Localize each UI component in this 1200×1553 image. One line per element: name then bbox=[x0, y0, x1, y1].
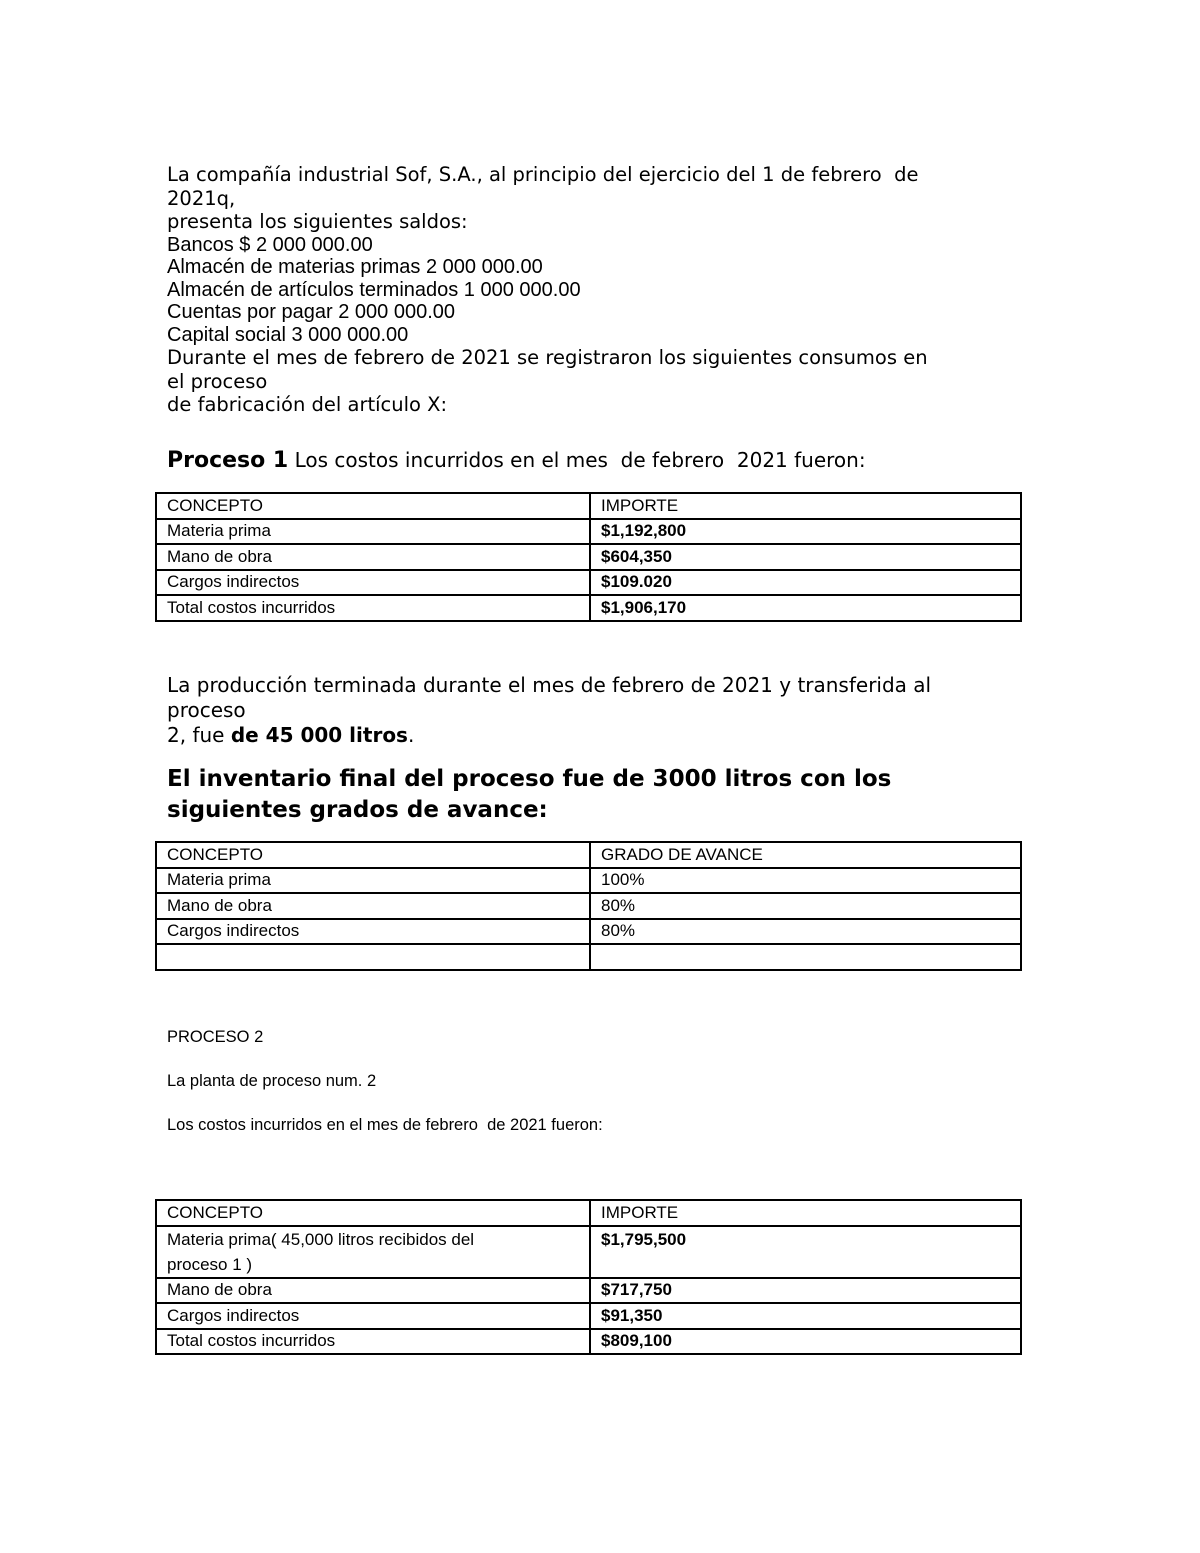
table-row bbox=[156, 595, 1021, 621]
intro-line: Cuentas por pagar 2 000 000.00 bbox=[167, 301, 455, 323]
table-cell: Materia prima bbox=[156, 868, 590, 894]
intro-line: Durante el mes de febrero de 2021 se registraron los siguientes consumos en bbox=[167, 346, 928, 369]
table-cell: $604,350 bbox=[590, 544, 1021, 570]
cell-line: proceso 1 ) bbox=[167, 1254, 253, 1274]
table-cell: Mano de obra bbox=[156, 544, 590, 570]
produccion-line: La producción terminada durante el mes de febrero de 2021 y transferida al bbox=[167, 673, 932, 697]
table-cell: $1,192,800 bbox=[590, 519, 1021, 545]
table-cell bbox=[590, 944, 1021, 970]
produccion-line bbox=[167, 723, 1027, 748]
proceso2-planta: La planta de proceso num. 2 bbox=[167, 1072, 377, 1090]
header-cell: CONCEPTO bbox=[156, 842, 590, 868]
table-row bbox=[156, 1303, 1021, 1329]
table-cell bbox=[156, 1226, 590, 1278]
header-cell: GRADO DE AVANCE bbox=[590, 842, 1021, 868]
produccion-paragraph bbox=[167, 673, 1027, 748]
table-cell: Materia prima bbox=[156, 519, 590, 545]
proceso1-heading bbox=[167, 448, 866, 473]
proceso1-text: Los costos incurridos en el mes de febrero 2021 fueron: bbox=[288, 448, 866, 472]
table-cell bbox=[156, 944, 590, 970]
table-cell: Cargos indirectos bbox=[156, 570, 590, 596]
table-row bbox=[156, 1226, 1021, 1278]
table-row bbox=[156, 944, 1021, 970]
proceso2-table bbox=[155, 1199, 1022, 1355]
intro-line: presenta los siguientes saldos: bbox=[167, 210, 468, 233]
table-header-row bbox=[156, 1200, 1021, 1226]
table-cell: Cargos indirectos bbox=[156, 1303, 590, 1329]
table-cell: $109.020 bbox=[590, 570, 1021, 596]
table-row bbox=[156, 1329, 1021, 1355]
table-header-row bbox=[156, 842, 1021, 868]
inventario-table bbox=[155, 841, 1022, 971]
inventario-heading bbox=[167, 764, 1027, 826]
intro-line: Almacén de artículos terminados 1 000 000.00 bbox=[167, 278, 581, 301]
intro-line: La compañía industrial Sof, S.A., al principio del ejercicio del 1 de febrero de bbox=[167, 163, 919, 186]
intro-line: Almacén de materias primas 2 000 000.00 bbox=[167, 256, 543, 278]
table-row bbox=[156, 868, 1021, 894]
table-row bbox=[156, 1278, 1021, 1304]
intro-line: Capital social 3 000 000.00 bbox=[167, 323, 409, 346]
table-row bbox=[156, 519, 1021, 545]
table-cell: 80% bbox=[590, 919, 1021, 945]
table-cell: Cargos indirectos bbox=[156, 919, 590, 945]
proceso2-title: PROCESO 2 bbox=[167, 1028, 264, 1046]
proceso1-title: Proceso 1 bbox=[167, 448, 289, 473]
table-cell: $1,906,170 bbox=[590, 595, 1021, 621]
intro-line: 2021q, bbox=[167, 186, 236, 210]
table-cell: $809,100 bbox=[590, 1329, 1021, 1355]
inventario-line: siguientes grados de avance: bbox=[167, 797, 548, 823]
produccion-bold: de 45 000 litros bbox=[230, 723, 408, 747]
table-row bbox=[156, 544, 1021, 570]
produccion-pre: 2, fue bbox=[167, 723, 231, 747]
proceso1-table bbox=[155, 492, 1022, 622]
intro-line: el proceso bbox=[167, 369, 268, 393]
table-cell: $91,350 bbox=[590, 1303, 1021, 1329]
table-header-row bbox=[156, 493, 1021, 519]
table-cell: Total costos incurridos bbox=[156, 1329, 590, 1355]
cell-line: Materia prima( 45,000 litros recibidos del bbox=[167, 1229, 475, 1249]
produccion-post: . bbox=[407, 723, 415, 747]
header-cell: CONCEPTO bbox=[156, 1200, 590, 1226]
header-cell: CONCEPTO bbox=[156, 493, 590, 519]
header-cell: IMPORTE bbox=[590, 493, 1021, 519]
inventario-line: El inventario final del proceso fue de 3000 litros con los bbox=[167, 766, 892, 792]
table-cell: Mano de obra bbox=[156, 893, 590, 919]
intro-line: Bancos $ 2 000 000.00 bbox=[167, 233, 373, 256]
table-row bbox=[156, 570, 1021, 596]
table-cell: 80% bbox=[590, 893, 1021, 919]
produccion-line: proceso bbox=[167, 698, 246, 722]
header-cell: IMPORTE bbox=[590, 1200, 1021, 1226]
intro-line: de fabricación del artículo X: bbox=[167, 393, 448, 416]
table-cell: $1,795,500 bbox=[590, 1226, 1021, 1278]
proceso2-costos: Los costos incurridos en el mes de febrero de 2021 fueron: bbox=[167, 1116, 603, 1134]
intro-paragraph bbox=[167, 163, 1027, 417]
table-cell: 100% bbox=[590, 868, 1021, 894]
table-row bbox=[156, 919, 1021, 945]
table-cell: $717,750 bbox=[590, 1278, 1021, 1304]
table-row bbox=[156, 893, 1021, 919]
table-cell: Mano de obra bbox=[156, 1278, 590, 1304]
table-cell: Total costos incurridos bbox=[156, 595, 590, 621]
